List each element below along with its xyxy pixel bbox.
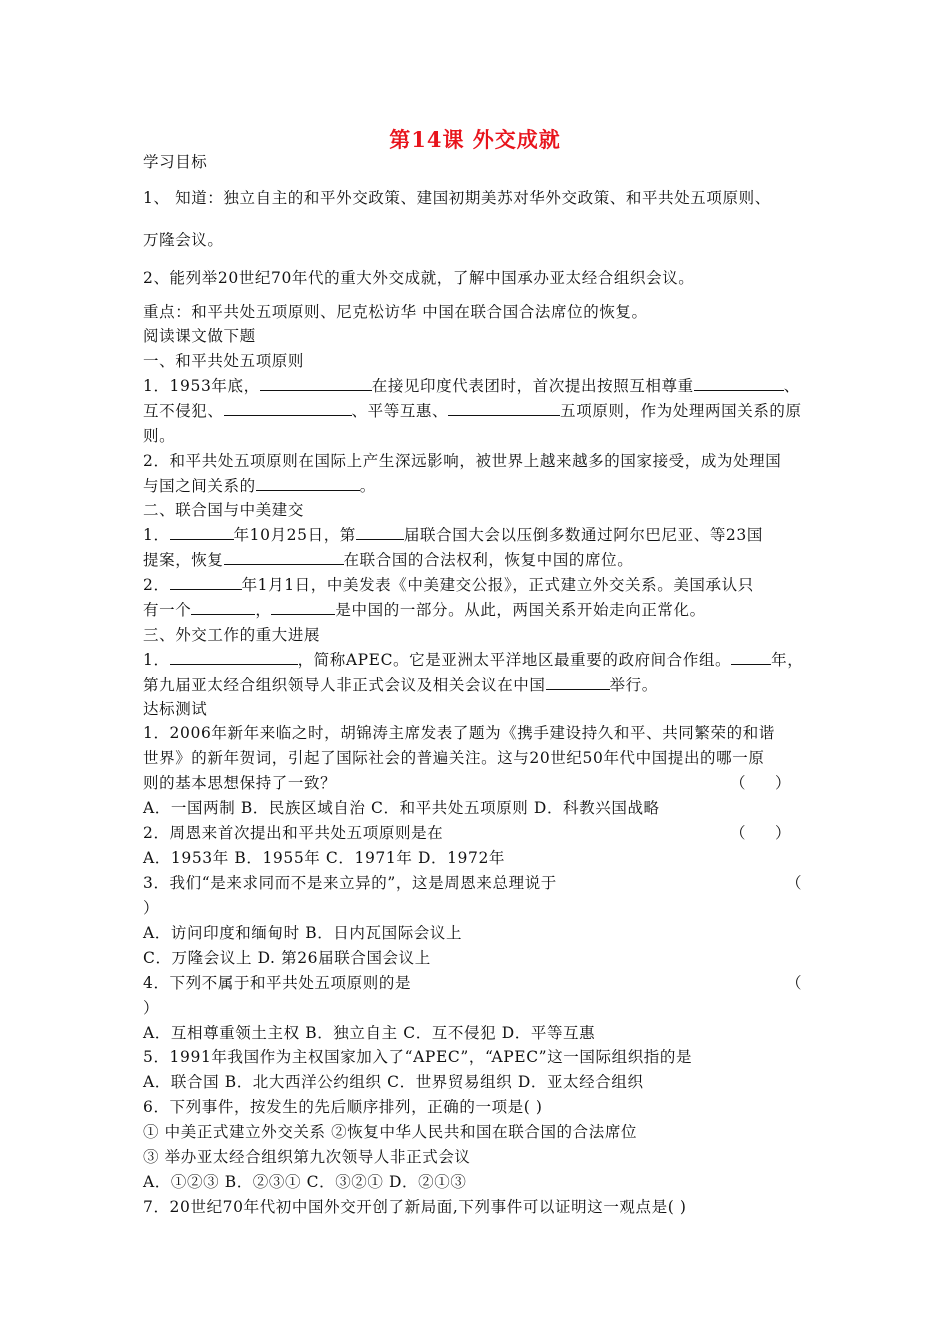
- answer-blank[interactable]: [170, 650, 298, 665]
- answer-blank[interactable]: [224, 550, 344, 565]
- reading-heading: 阅读课文做下题: [143, 327, 256, 345]
- test-q5-options: A．联合国 B．北大西洋公约组织 C．世界贸易组织 D．亚太经合组织: [143, 1073, 644, 1091]
- answer-blank[interactable]: [191, 600, 255, 615]
- answer-paren-close: ）: [143, 899, 160, 917]
- answer-blank[interactable]: [694, 376, 784, 391]
- answer-paren-open[interactable]: （: [786, 874, 802, 892]
- objective-1-line-2: 万隆会议。: [143, 231, 224, 249]
- test-q6-options: A．①②③ B．②③① C．③②① D．②①③: [143, 1173, 467, 1191]
- s3-q1-line-1: 1． ，简称APEC。它是亚洲太平洋地区最重要的政府间合作组。 年，: [143, 651, 804, 669]
- s1-q2-line-2: 与国之间关系的 。: [143, 477, 376, 495]
- answer-paren-close: ）: [143, 999, 160, 1017]
- test-q6-event-3: ③ 举办亚太经合组织第九次领导人非正式会议: [143, 1148, 471, 1166]
- test-q1-options: A．一国两制 B．民族区域自治 C．和平共处五项原则 D．科教兴国战略: [143, 799, 660, 817]
- test-q1-line-1: 1．2006年新年来临之时，胡锦涛主席发表了题为《携手建设持久和平、共同繁荣的和谐: [143, 724, 775, 742]
- test-heading: 达标测试: [143, 700, 208, 718]
- answer-blank[interactable]: [356, 525, 404, 540]
- answer-blank[interactable]: [260, 376, 372, 391]
- answer-blank[interactable]: [271, 600, 335, 615]
- test-q1-line-3: 则的基本思想保持了一致？: [143, 774, 337, 792]
- key-points: 重点：和平共处五项原则、尼克松访华 中国在联合国合法席位的恢复。: [143, 303, 648, 321]
- answer-blank[interactable]: [546, 675, 610, 690]
- s1-q1-line-1: 1．1953年底， 在接见印度代表团时，首次提出按照互相尊重 、: [143, 377, 800, 395]
- test-q2-stem: 2．周恩来首次提出和平共处五项原则是在: [143, 824, 444, 842]
- s2-q1-line-1: 1． 年10月25日，第 届联合国大会以压倒多数通过阿尔巴尼亚、等23国: [143, 526, 763, 544]
- answer-paren[interactable]: （ ）: [730, 774, 791, 792]
- answer-blank[interactable]: [256, 476, 360, 491]
- test-q2-options: A．1953年 B．1955年 C．1971年 D．1972年: [143, 849, 506, 867]
- answer-paren[interactable]: （ ）: [730, 824, 791, 842]
- test-q3-options-cd: C．万隆会议上 D. 第26届联合国会议上: [143, 949, 431, 967]
- test-q5-stem: 5．1991年我国作为主权国家加入了“APEC”，“APEC”这一国际组织指的是: [143, 1048, 693, 1066]
- answer-blank[interactable]: [224, 401, 352, 416]
- answer-blank[interactable]: [731, 650, 771, 665]
- section-3-heading: 三、外交工作的重大进展: [143, 626, 321, 644]
- answer-blank[interactable]: [170, 575, 242, 590]
- objective-2: 2、能列举20世纪70年代的重大外交成就，了解中国承办亚太经合组织会议。: [143, 269, 695, 287]
- s1-q2-line-1: 2．和平共处五项原则在国际上产生深远影响，被世界上越来越多的国家接受，成为处理国: [143, 452, 782, 470]
- s2-q1-line-2: 提案，恢复 在联合国的合法权利，恢复中国的席位。: [143, 551, 634, 569]
- test-q6-stem: 6．下列事件，按发生的先后顺序排列，正确的一项是( ): [143, 1098, 543, 1116]
- section-2-heading: 二、联合国与中美建交: [143, 501, 305, 519]
- answer-paren-open[interactable]: （: [786, 974, 802, 992]
- test-q3-stem: 3．我们“是来求同而不是来立异的”，这是周恩来总理说于: [143, 874, 557, 892]
- section-1-heading: 一、和平共处五项原则: [143, 352, 305, 370]
- test-q1-line-2: 世界》的新年贺词，引起了国际社会的普遍关注。这与20世纪50年代中国提出的哪一原: [143, 749, 765, 767]
- s3-q1-line-2: 第九届亚太经合组织领导人非正式会议及相关会议在中国 举行。: [143, 676, 658, 694]
- test-q4-options: A．互相尊重领土主权 B．独立自主 C．互不侵犯 D．平等互惠: [143, 1024, 596, 1042]
- test-q4-stem: 4．下列不属于和平共处五项原则的是: [143, 974, 412, 992]
- answer-blank[interactable]: [448, 401, 560, 416]
- answer-blank[interactable]: [170, 525, 234, 540]
- objectives-heading: 学习目标: [143, 153, 208, 171]
- test-q7-stem: 7．20世纪70年代初中国外交开创了新局面,下列事件可以证明这一观点是( ): [143, 1198, 687, 1216]
- s1-q1-line-3: 则。: [143, 427, 176, 445]
- test-q6-events-1-2: ① 中美正式建立外交关系 ②恢复中华人民共和国在联合国的合法席位: [143, 1123, 638, 1141]
- s1-q1-line-2: 互不侵犯、 、平等互惠、 五项原则，作为处理两国关系的原: [143, 402, 802, 420]
- s2-q2-line-2: 有一个 ， 是中国的一部分。从此，两国关系开始走向正常化。: [143, 601, 706, 619]
- objective-1-line-1: 1、 知道：独立自主的和平外交政策、建国初期美苏对华外交政策、和平共处五项原则、: [143, 189, 771, 207]
- test-q3-options-ab: A．访问印度和缅甸时 B．日内瓦国际会议上: [143, 924, 463, 942]
- s2-q2-line-1: 2． 年1月1日，中美发表《中美建交公报》，正式建立外交关系。美国承认只: [143, 576, 754, 594]
- lesson-title: 第14课 外交成就: [389, 127, 561, 152]
